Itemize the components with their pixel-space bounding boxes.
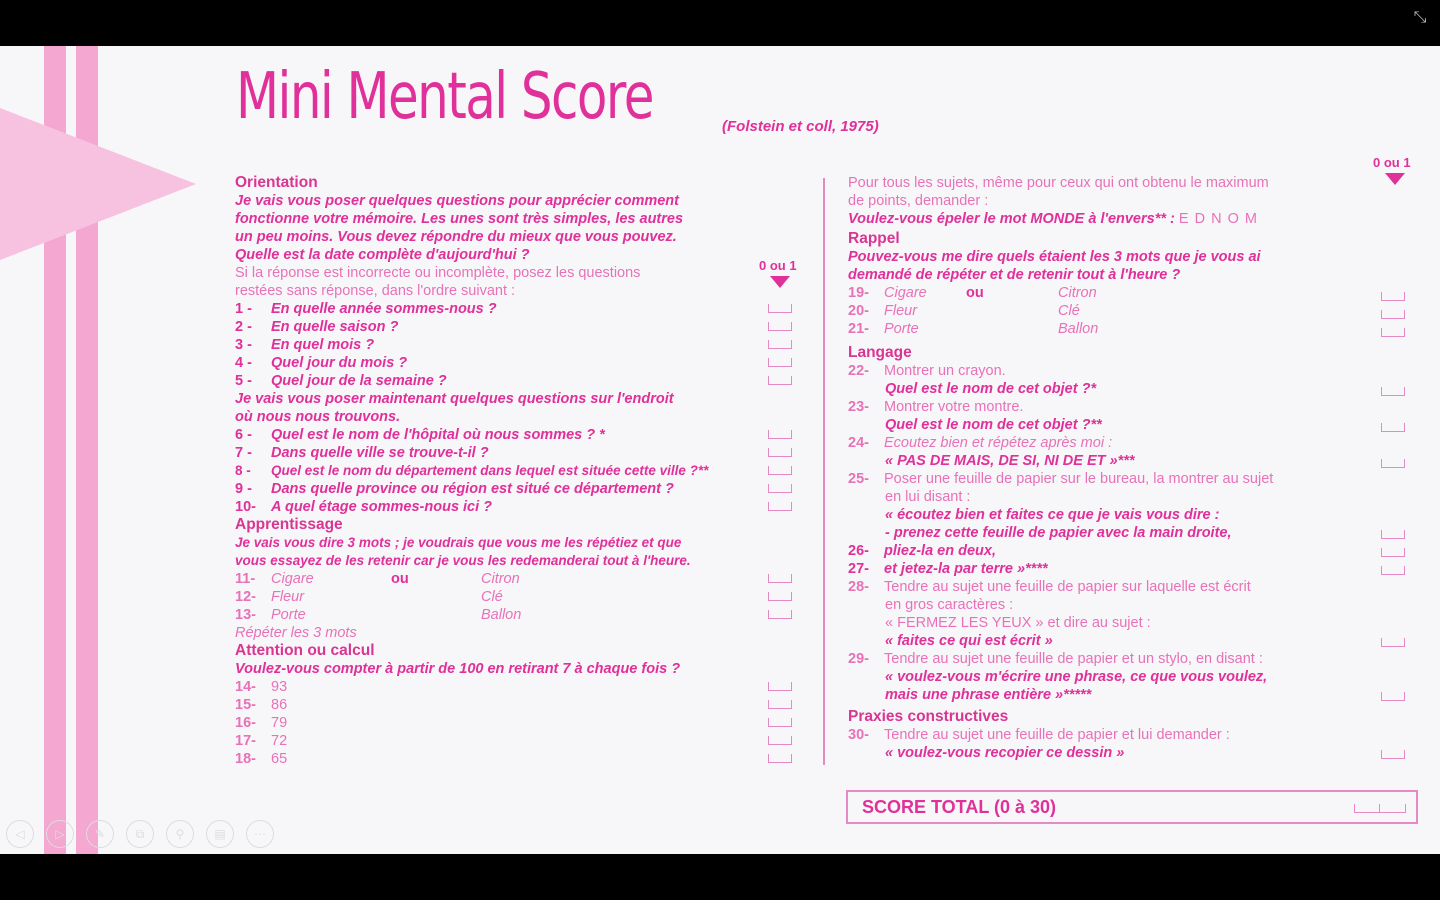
calc-row: 15- 86 [235,697,288,713]
place-intro-1: Je vais vous poser maintenant quelques questions sur l'endroit [235,391,674,407]
all-slides-icon[interactable]: ⧉ [126,820,154,848]
item-28-line-3: « FERMEZ LES YEUX » et dire au sujet : [885,615,1151,631]
question-row: 9 - Dans quelle province ou région est situé ce département ? [235,481,674,497]
exit-fullscreen-icon[interactable]: ⤡ [1413,9,1427,26]
score-total-label: SCORE TOTAL (0 à 30) [862,797,1057,817]
calc-row: 17- 72 [235,733,288,749]
score-checkbox[interactable] [768,718,792,727]
decor-triangle [0,108,196,260]
orientation-note-1: Si la réponse est incorrecte ou incomplète, posez les questions [235,265,641,281]
item-27: 27- et jetez-la par terre »**** [848,561,1048,577]
monde-question: Voulez-vous épeler le mot MONDE à l'envers** : E D N O M [848,211,1258,227]
calc-row: 16- 79 [235,715,288,731]
slideshow-controls [6,820,274,848]
question-row: 3 - En quel mois ? [235,337,375,353]
score-checkbox[interactable] [768,430,792,439]
score-checkbox[interactable] [768,304,792,313]
score-checkbox[interactable] [768,754,792,763]
more-options-icon[interactable]: ⋯ [246,820,274,848]
apprentissage-intro-2: vous essayez de les retenir car je vous les redemanderai tout à l'heure. [235,553,691,568]
section-title-apprentissage: Apprentissage [235,516,343,533]
orientation-intro-1: Je vais vous poser quelques questions pour apprécier comment [235,193,679,209]
item-28: 28- Tendre au sujet une feuille de papier sur laquelle est écrit [848,579,1251,595]
subtitles-icon[interactable]: ▤ [206,820,234,848]
item-28-line-2: en gros caractères : [885,597,1014,613]
attention-question: Voulez-vous compter à partir de 100 en retirant 7 à chaque fois ? [235,661,681,677]
reference-citation: (Folstein et coll, 1975) [722,118,879,135]
item-24-phrase: « PAS DE MAIS, DE SI, NI DE ET »*** [885,453,1135,469]
score-total-box [846,790,1418,824]
score-checkbox[interactable] [768,574,792,583]
previous-slide-icon[interactable]: ◁ [6,820,34,848]
rappel-intro-2: demandé de répéter et de retenir tout à l'heure ? [848,267,1181,283]
word-row: 12- Fleur Clé [235,589,503,605]
score-checkbox[interactable] [768,358,792,367]
down-arrow-icon [770,276,790,288]
score-checkbox[interactable] [1381,310,1405,319]
score-checkbox[interactable] [768,592,792,601]
right-intro-2: de points, demander : [848,193,989,209]
score-checkbox[interactable] [768,736,792,745]
word-row: 19- Cigare ou Citron [848,285,1097,301]
item-23: 23- Montrer votre montre. [848,399,1024,415]
question-row: 1 - En quelle année sommes-nous ? [235,301,497,317]
question-row: 7 - Dans quelle ville se trouve-t-il ? [235,445,489,461]
section-title-attention: Attention ou calcul [235,642,375,659]
section-title-praxies: Praxies constructives [848,708,1009,725]
score-checkbox[interactable] [768,682,792,691]
score-checkbox[interactable] [1381,387,1405,396]
item-30-question: « voulez-vous recopier ce dessin » [885,745,1125,761]
score-checkbox[interactable] [1381,459,1405,468]
question-row: 8 - Quel est le nom du département dans lequel est située cette ville ?** [235,463,709,478]
viewer-bottom-bar [0,854,1440,900]
score-checkbox[interactable] [1381,692,1405,701]
question-row: 10- A quel étage sommes-nous ici ? [235,499,493,515]
item-22: 22- Montrer un crayon. [848,363,1006,379]
item-29-line-3: mais une phrase entière »***** [885,687,1092,703]
rappel-intro-1: Pouvez-vous me dire quels étaient les 3 mots que je vous ai [848,249,1261,265]
place-intro-2: où nous nous trouvons. [235,409,401,425]
pen-icon[interactable]: ✎ [86,820,114,848]
viewer-top-bar [0,0,1440,46]
item-23-question: Quel est le nom de cet objet ?** [885,417,1102,433]
right-intro-1: Pour tous les sujets, même pour ceux qui ont obtenu le maximum [848,175,1269,191]
score-checkbox[interactable] [768,466,792,475]
score-checkbox[interactable] [1381,750,1405,759]
score-checkbox[interactable] [1381,566,1405,575]
item-29-line-2: « voulez-vous m'écrire une phrase, ce que vous voulez, [885,669,1268,685]
apprentissage-intro-1: Je vais vous dire 3 mots ; je voudrais que vous me les répétiez et que [235,535,682,550]
down-arrow-icon [1385,173,1405,185]
next-slide-icon[interactable]: ▷ [46,820,74,848]
column-divider [823,178,825,765]
score-checkbox[interactable] [1381,530,1405,539]
item-25-line-2: en lui disant : [885,489,971,505]
section-title-orientation: Orientation [235,174,318,191]
score-header-right: 0 ou 1 [1373,155,1411,170]
calc-row: 14- 93 [235,679,288,695]
score-total-field[interactable] [1354,804,1406,813]
score-checkbox[interactable] [1381,423,1405,432]
score-checkbox[interactable] [768,376,792,385]
score-checkbox[interactable] [768,700,792,709]
word-row: 21- Porte Ballon [848,321,1099,337]
page-title: Mini Mental Score [236,60,653,134]
question-row: 5 - Quel jour de la semaine ? [235,373,447,389]
orientation-intro-2: fonctionne votre mémoire. Les unes sont très simples, les autres [235,211,684,227]
score-checkbox[interactable] [1381,638,1405,647]
repeat-instruction: Répéter les 3 mots [235,625,357,641]
item-25-line-4: - prenez cette feuille de papier avec la main droite, [885,525,1232,541]
question-row: 6 - Quel est le nom de l'hôpital où nous sommes ? * [235,427,605,443]
item-30: 30- Tendre au sujet une feuille de papier et lui demander : [848,727,1230,743]
score-checkbox[interactable] [1381,328,1405,337]
item-29: 29- Tendre au sujet une feuille de papier et un stylo, en disant : [848,651,1263,667]
word-row: 11- Cigare ou Citron [235,571,520,587]
slide [0,46,1440,854]
score-checkbox[interactable] [768,322,792,331]
orientation-intro-4: Quelle est la date complète d'aujourd'hui ? [235,247,530,263]
item-26: 26- pliez-la en deux, [848,543,996,559]
word-row: 13- Porte Ballon [235,607,522,623]
question-row: 4 - Quel jour du mois ? [235,355,408,371]
item-24: 24- Ecoutez bien et répétez après moi : [848,435,1113,451]
item-28-line-4: « faites ce qui est écrit » [885,633,1053,649]
score-checkbox[interactable] [768,484,792,493]
calc-row: 18- 65 [235,751,288,767]
score-checkbox[interactable] [768,502,792,511]
item-25-line-3: « écoutez bien et faites ce que je vais vous dire : [885,507,1220,523]
score-checkbox[interactable] [1381,548,1405,557]
score-checkbox[interactable] [768,610,792,619]
item-25: 25- Poser une feuille de papier sur le bureau, la montrer au sujet [848,471,1274,487]
orientation-note-2: restées sans réponse, dans l'ordre suivant : [235,283,516,299]
section-title-langage: Langage [848,344,912,361]
word-row: 20- Fleur Clé [848,303,1080,319]
score-checkbox[interactable] [1381,292,1405,301]
item-22-question: Quel est le nom de cet objet ?* [885,381,1097,397]
score-checkbox[interactable] [768,448,792,457]
section-title-rappel: Rappel [848,230,900,247]
zoom-icon[interactable]: ⚲ [166,820,194,848]
question-row: 2 - En quelle saison ? [235,319,399,335]
orientation-intro-3: un peu moins. Vous devez répondre du mieux que vous pouvez. [235,229,677,245]
score-checkbox[interactable] [768,340,792,349]
score-header-left: 0 ou 1 [759,258,797,273]
